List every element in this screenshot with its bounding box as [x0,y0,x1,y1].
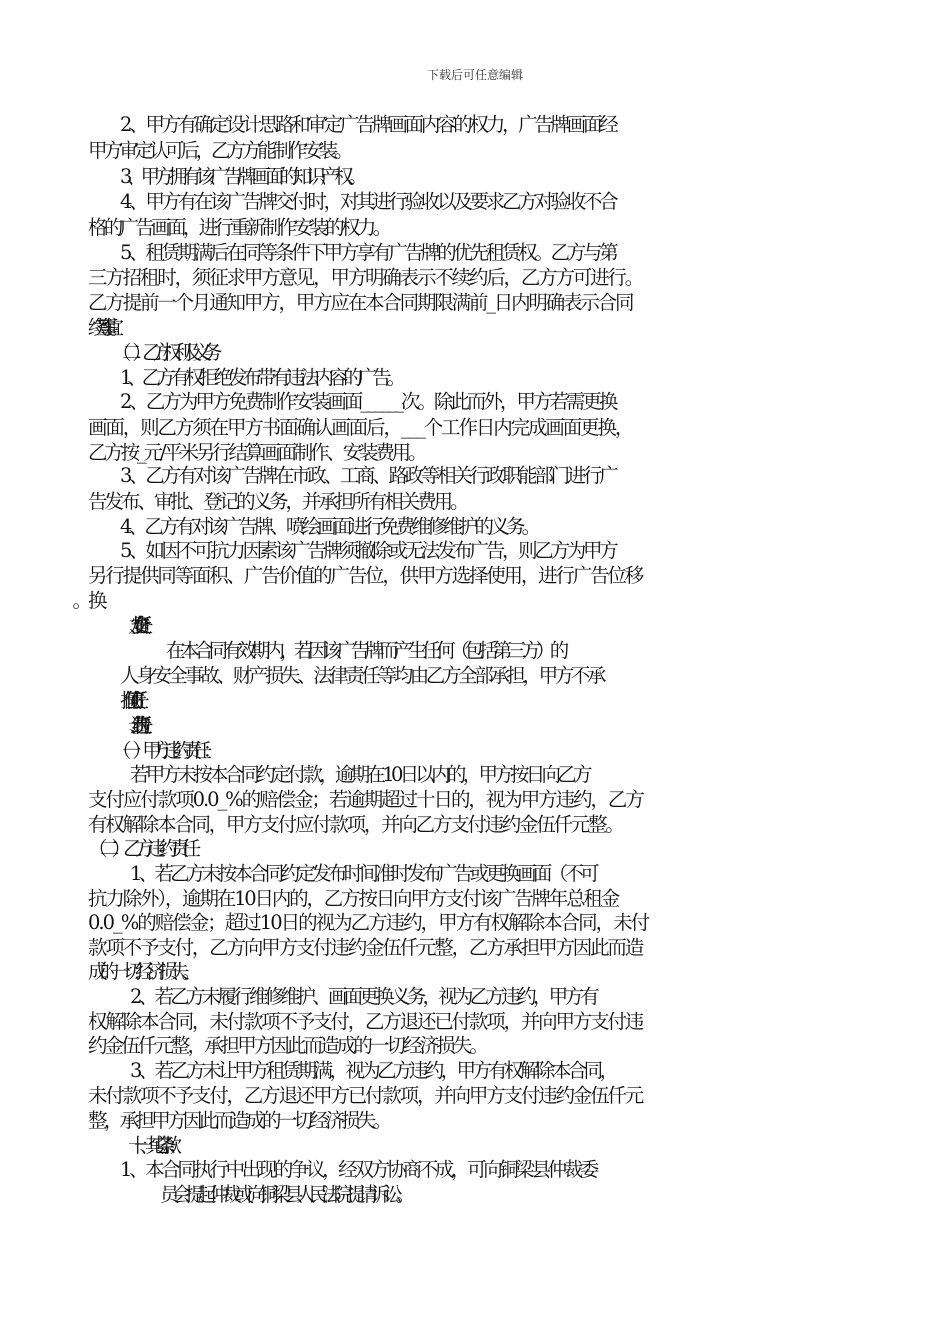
text-line: 画面，则乙方须在甲方书面确认画面后，___个工作日内完成画面更换， [88,416,633,439]
text-line: 成的一切经济损失。 [88,960,194,983]
text-line: 担任何责任。 [120,689,136,712]
text-line [88,588,878,614]
text-line: （二）乙方权利及义务 [112,341,214,364]
text-line: 3、若乙方未让甲方租赁期满，视为乙方违约，甲方有权解除本合同， [130,1059,616,1082]
text-line: （一）甲方违约责任： [112,739,214,762]
text-line: 未付款项不予支付，乙方退还甲方已付款项，并向甲方支付违约金伍仟元 [88,1084,643,1107]
text-line: 1、若乙方未按本合同约定发布时间准时发布广告或更换画面（不可 [130,862,596,885]
text-line: 乙方提前一个月通知甲方，甲方应在本合同期限满前_日内明确表示合同 [88,291,633,314]
text-line: 人身安全事故、财产损失、法律责任等均由乙方全部承担，甲方不承 [120,664,604,687]
text-line: 款项不予支付，乙方向甲方支付违约金伍仟元整，乙方承担甲方因此而造 [88,936,643,959]
text-line: 4、乙方有对该广告牌、喷绘画面进行免费维修维护的义务。 [120,515,538,538]
text-line: 乙方按_元/平米另行结算画面制作、安装费用。 [88,441,425,464]
text-line: 3、甲方拥有该广告牌画面的知识产权。 [120,165,362,188]
text-line: 2、甲方有确定设计思路和审定广告牌画面内容的权力，广告牌画面经 [120,113,616,136]
text-line: 0.0_%的赔偿金；超过10日的视为乙方违约，甲方有权解除本合同，未付 [88,911,649,934]
text-line: 十一、其它条款： [128,1134,175,1157]
text-line: 5、租赁期满后在同等条件下甲方享有广告牌的优先租赁权。乙方与第 [120,241,616,264]
text-line: 在本合同有效期内，若因该广告牌而产生任何（包括第三方）的 [166,639,565,662]
text-line: 抗力除外），逾期在10日内的，乙方按日向甲方支付该广告牌年总租金 [88,887,619,910]
page-header: 下载后可任意编辑 [426,68,523,82]
text-line: 支付应付款项0.0_%的赔偿金；若逾期超过十日的，视为甲方违约，乙方 [88,788,643,811]
text-line: （二）乙方违约责任 [88,837,194,860]
text-line: 员会提起仲裁或向铜梁县人民法院提请诉讼。 [160,1183,409,1206]
text-line: 十、违约责任 [128,714,136,737]
text-line: 若甲方未按本合同约定付款，逾期在10日以内的，甲方按日向乙方 [130,763,589,786]
text-line: 另行提供同等面积、广告价值的广告位，供甲方选择使用，进行广告位移 [88,564,643,587]
text-line: 1、本合同执行中出现的争议，经双方协商不成，可向铜梁县仲裁委 [120,1158,596,1181]
text-line: 告发布、审批、登记的义务，并承担所有相关费用。 [88,490,467,513]
text-line: 5、如因不可抗力因素该广告牌须撤除或无法发布广告，则乙方为甲方 [120,539,616,562]
text-line: 2、乙方为甲方免费制作安装画面______次。除此而外，甲方若需更换 [120,390,616,413]
text-line: 格的广告画面，进行重新制作安装的权力。 [88,216,389,239]
text-line: 续签事宜。 [88,316,116,339]
text-line: 权解除本合同，未付款项不予支付，乙方退还已付款项，并向甲方支付违 [88,1010,643,1033]
text-line: 三方招租时，须征求甲方意见，甲方明确表示不续约后，乙方方可进行。 [88,266,643,289]
text-line: 3、乙方有对该广告牌在市政、工商、路政等相关行政职能部门进行广 [120,464,616,487]
text-line: 有权解除本合同，甲方支付应付款项，并向乙方支付违约金伍仟元整。 [88,813,623,836]
text-line: 整，承担甲方因此而造成的一切经济损失。 [88,1109,389,1132]
text-line: 4、甲方有在该广告牌交付时，对其进行验收以及要求乙方对验收不合 [120,190,616,213]
text-line: 九、安全责任 [128,614,136,637]
text-line: 约金伍仟元整，承担甲方因此而造成的一切经济损失。 [88,1034,487,1057]
text-line: 甲方审定认可后，乙方方能制作安装。 [88,139,350,162]
text-line: 1、乙方有权拒绝发布带有违法内容的广告。 [120,366,401,389]
text-line: 2、若乙方未履行维修维护、画面更换义务，视为乙方违约，甲方有 [130,985,596,1008]
